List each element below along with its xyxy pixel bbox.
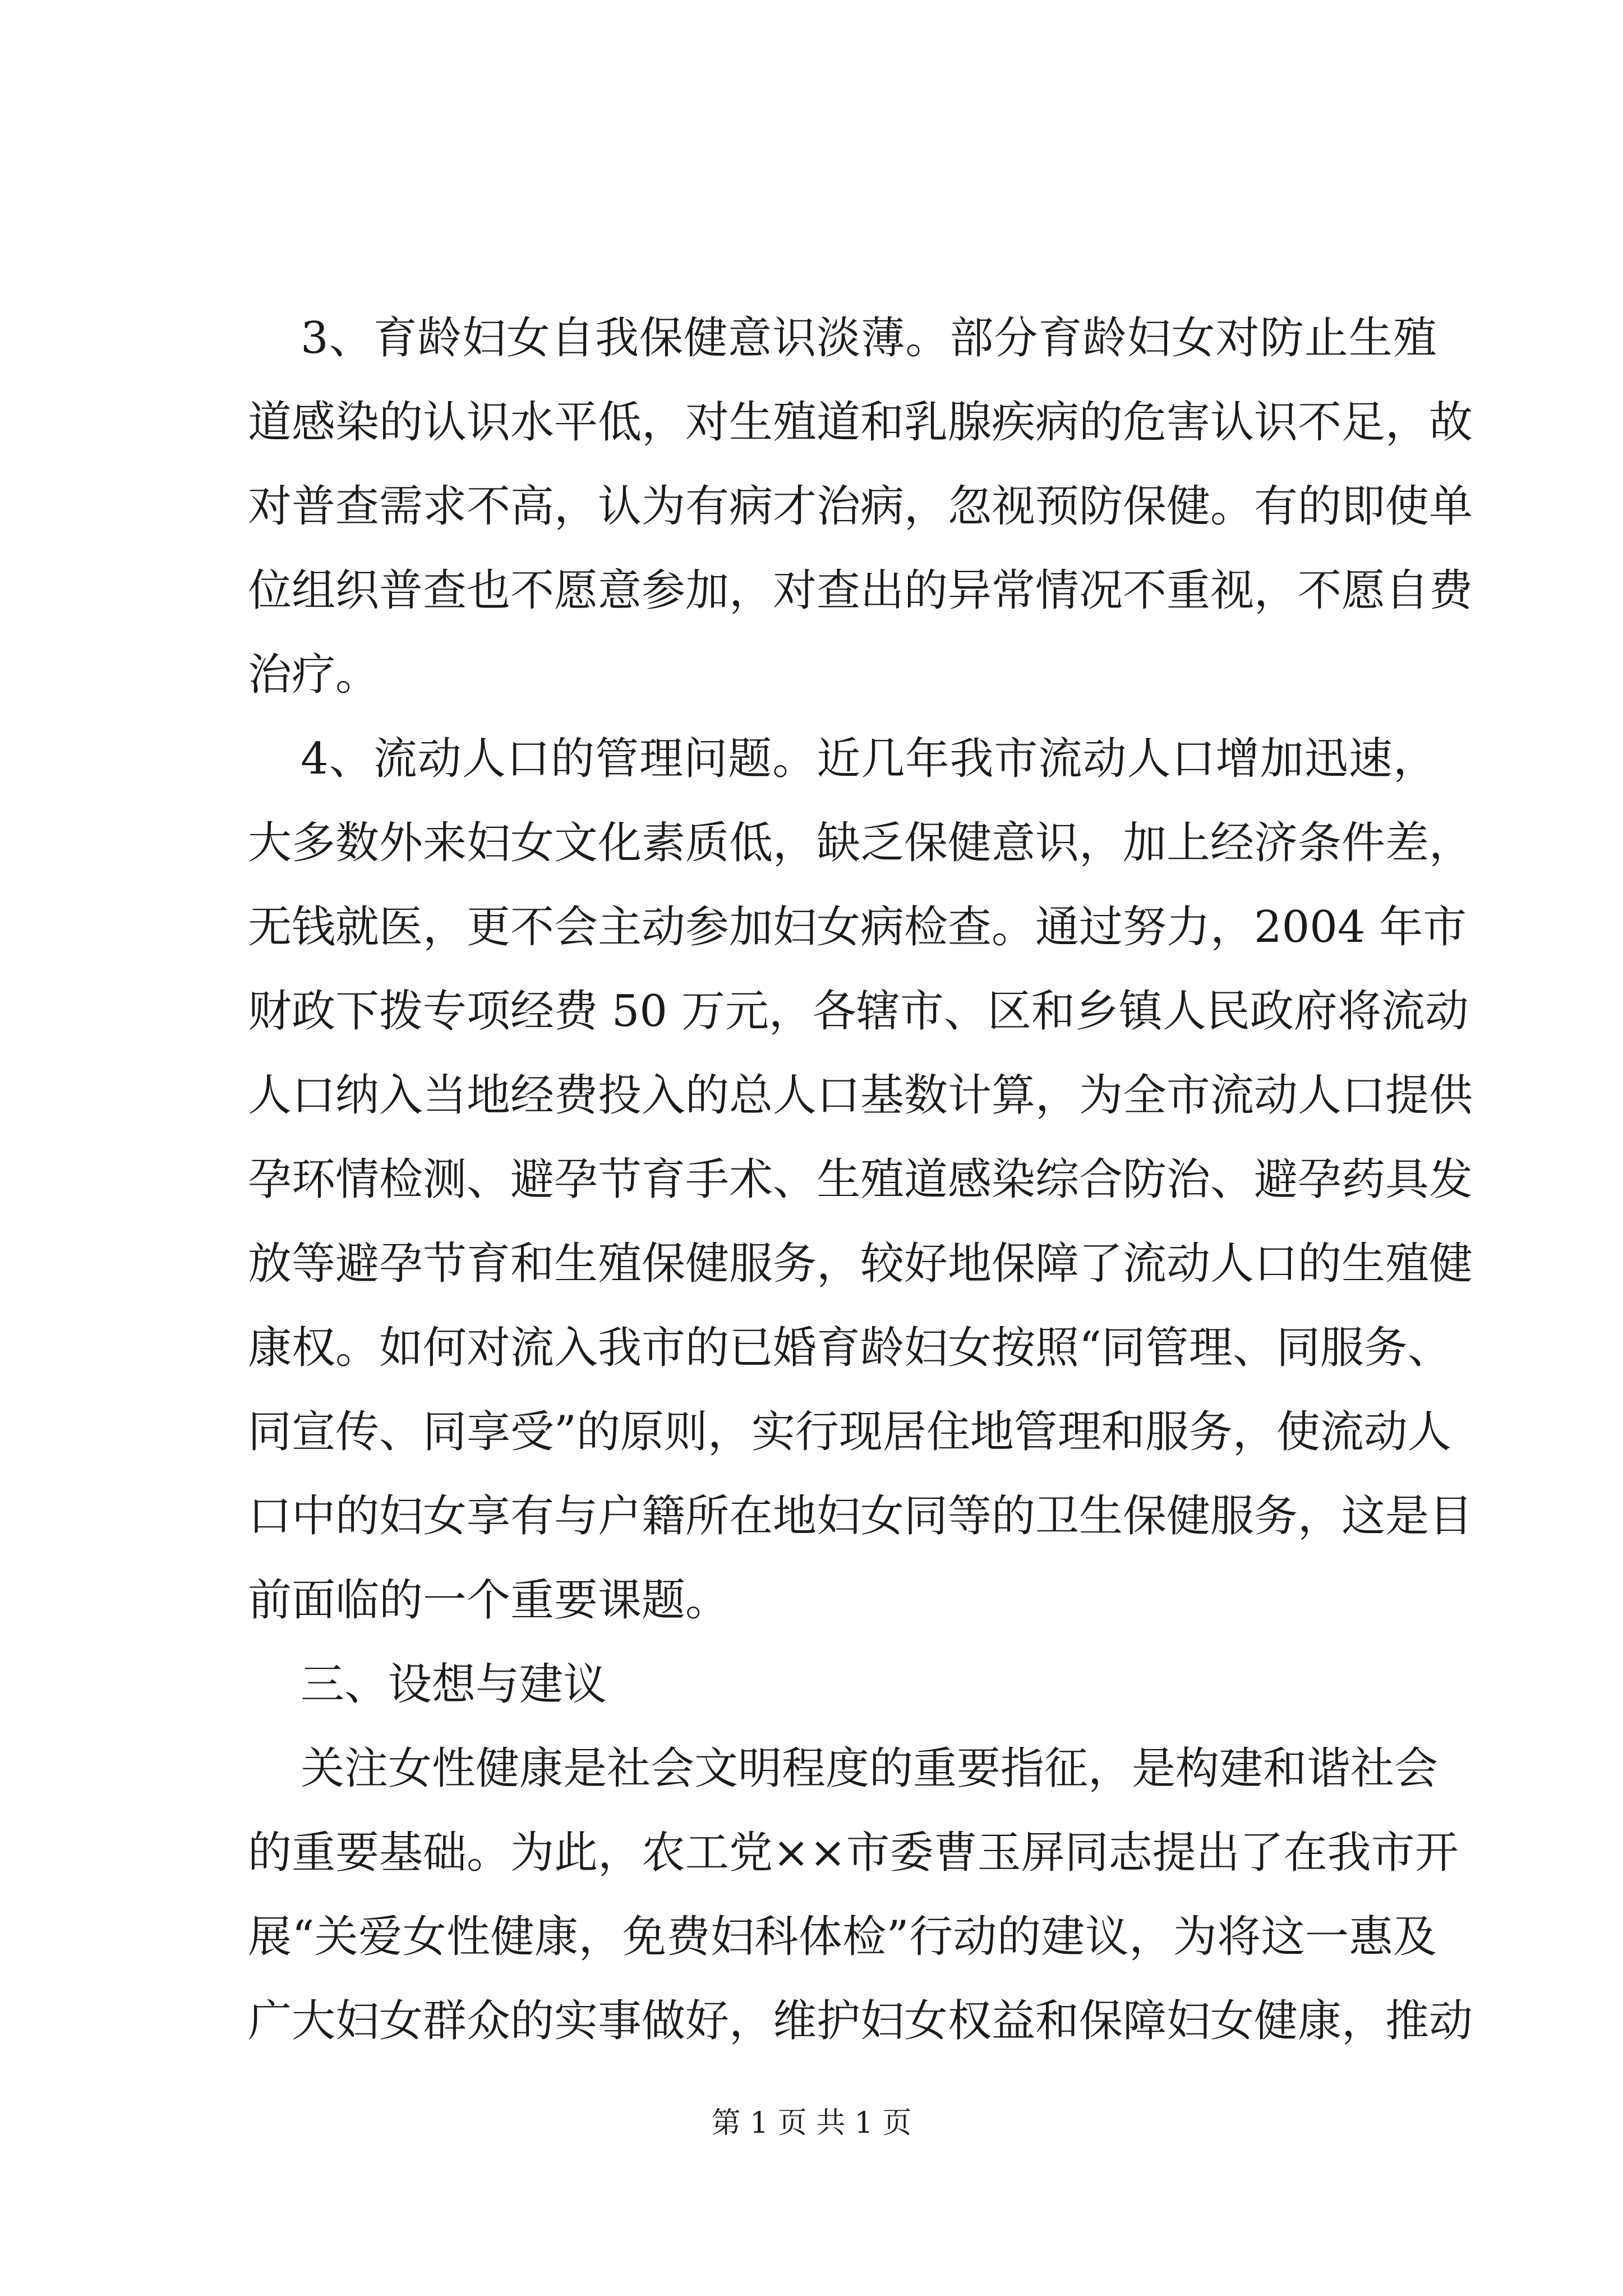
text-line: 道感染的认识水平低，对生殖道和乳腺疾病的危害认识不足，故 [248,397,1473,448]
text-line: 大多数外来妇女文化素质低，缺乏保健意识，加上经济条件差， [248,818,1473,868]
text-line: 广大妇女群众的实事做好，维护妇女权益和保障妇女健康，推动 [248,1996,1473,2046]
text-line: 4、流动人口的管理问题。近几年我市流动人口增加迅速， [301,734,1437,784]
text-line: 3、育龄妇女自我保健意识淡薄。部分育龄妇女对防止生殖 [301,313,1437,364]
text-line: 放等避孕节育和生殖保健服务，较好地保障了流动人口的生殖健 [248,1239,1473,1289]
text-line: 财政下拨专项经费 50 万元，各辖市、区和乡镇人民政府将流动 [248,986,1469,1037]
text-line: 位组织普查也不愿意参加，对查出的异常情况不重视，不愿自费 [248,565,1473,616]
text-line: 康权。如何对流入我市的已婚育龄妇女按照“同管理、同服务、 [248,1323,1451,1373]
text-line: 孕环情检测、避孕节育手术、生殖道感染综合防治、避孕药具发 [248,1154,1473,1205]
text-line: 展“关爱女性健康，免费妇科体检”行动的建议，为将这一惠及 [248,1912,1437,1962]
text-line: 治疗。 [248,650,380,700]
page-number: 第 1 页 共 1 页 [711,2106,912,2140]
text-line: 无钱就医，更不会主动参加妇女病检查。通过努力，2004 年市 [248,902,1467,953]
text-line: 人口纳入当地经费投入的总人口基数计算，为全市流动人口提供 [248,1070,1473,1121]
text-line: 同宣传、同享受”的原则，实行现居住地管理和服务，使流动人 [248,1407,1451,1457]
text-line: 口中的妇女享有与户籍所在地妇女同等的卫生保健服务，这是目 [248,1491,1473,1542]
text-line: 的重要基础。为此，农工党××市委曹玉屏同志提出了在我市开 [248,1828,1459,1878]
text-line: 关注女性健康是社会文明程度的重要指征，是构建和谐社会 [301,1743,1438,1794]
section-heading: 三、设想与建议 [301,1659,607,1710]
text-line: 对普查需求不高，认为有病才治病，忽视预防保健。有的即使单 [248,481,1473,532]
text-line: 前面临的一个重要课题。 [248,1575,730,1626]
